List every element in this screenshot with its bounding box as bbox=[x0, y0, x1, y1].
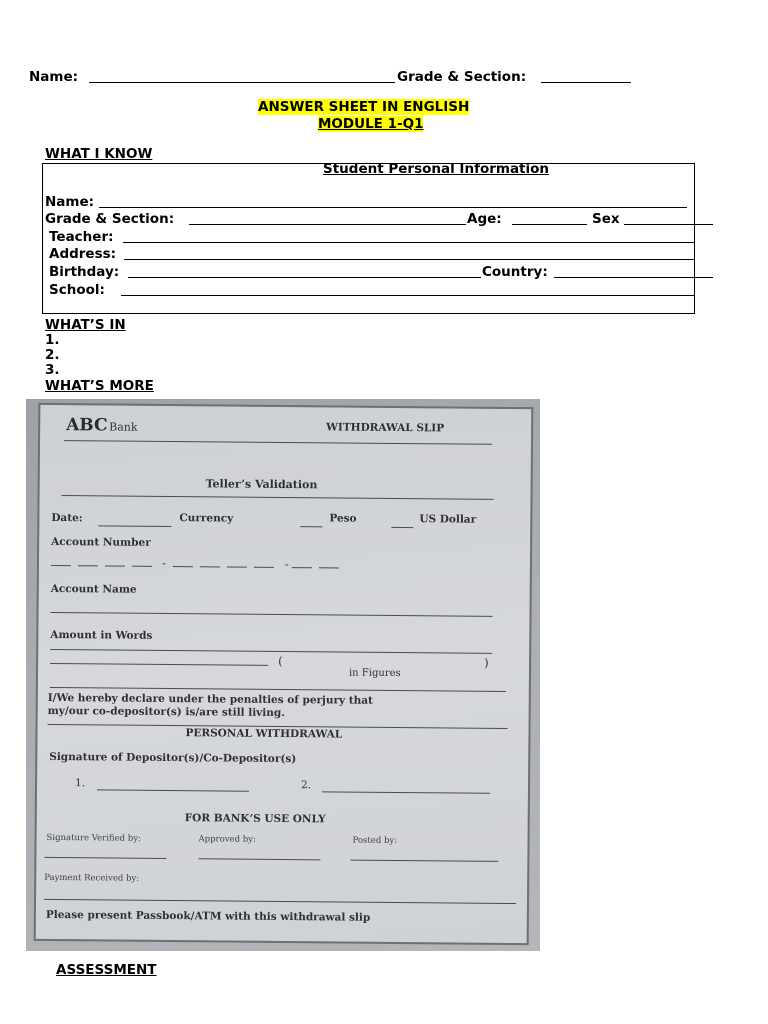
account-digit-blank[interactable] bbox=[51, 565, 71, 566]
payment-received-label: Payment Received by: bbox=[44, 872, 140, 884]
info-box-title: Student Personal Information bbox=[323, 161, 550, 177]
info-age-label: Age: bbox=[467, 211, 502, 227]
posted-by-blank[interactable] bbox=[350, 860, 498, 862]
info-address-blank[interactable] bbox=[124, 247, 695, 260]
info-country-label: Country: bbox=[482, 264, 548, 280]
account-name-blank[interactable] bbox=[51, 612, 493, 617]
title-line-1: ANSWER SHEET IN ENGLISH bbox=[258, 99, 470, 115]
info-age-blank[interactable] bbox=[512, 212, 587, 225]
close-paren: ) bbox=[484, 655, 489, 670]
account-digit-blank[interactable] bbox=[319, 567, 339, 568]
whats-in-item: 3. bbox=[45, 362, 60, 378]
account-separator: - bbox=[284, 557, 289, 572]
figures-rule bbox=[50, 687, 506, 692]
amount-words-blank-1[interactable] bbox=[50, 649, 492, 654]
approved-by-blank[interactable] bbox=[198, 858, 320, 860]
info-school-label: School: bbox=[49, 282, 105, 298]
whats-more-heading: WHAT’S MORE bbox=[45, 378, 154, 394]
info-sex-blank[interactable] bbox=[624, 212, 713, 225]
amount-words-blank-2[interactable] bbox=[50, 663, 268, 666]
info-country-blank[interactable] bbox=[554, 265, 713, 278]
slip-header-rule bbox=[64, 440, 492, 445]
withdrawal-slip-scan bbox=[26, 399, 540, 951]
whats-in-item: 1. bbox=[45, 332, 60, 348]
bank-suffix: Bank bbox=[109, 420, 138, 434]
withdrawal-slip-paper bbox=[34, 403, 534, 945]
peso-checkbox-line[interactable] bbox=[300, 526, 322, 527]
account-digit-blank[interactable] bbox=[132, 566, 152, 567]
approved-by-label: Approved by: bbox=[198, 834, 256, 845]
info-birthday-blank[interactable] bbox=[128, 265, 481, 278]
account-name-label: Account Name bbox=[50, 582, 137, 596]
name-blank[interactable] bbox=[89, 70, 395, 83]
bank-use-only-heading: FOR BANK’S USE ONLY bbox=[184, 812, 326, 826]
currency-label: Currency bbox=[179, 512, 234, 525]
signature-1-blank[interactable] bbox=[97, 789, 249, 791]
account-digit-blank[interactable] bbox=[105, 565, 125, 566]
title-line-2: MODULE 1-Q1 bbox=[318, 116, 424, 132]
personal-withdrawal-heading: PERSONAL WITHDRAWAL bbox=[185, 727, 343, 741]
grade-section-blank[interactable] bbox=[541, 70, 631, 83]
info-name-label: Name: bbox=[45, 194, 95, 210]
name-label: Name: bbox=[29, 69, 79, 85]
signature-1-label: 1. bbox=[74, 777, 86, 790]
account-number-label: Account Number bbox=[51, 535, 151, 549]
info-teacher-label: Teacher: bbox=[49, 229, 114, 245]
account-digit-blank[interactable] bbox=[292, 567, 312, 568]
info-teacher-blank[interactable] bbox=[123, 230, 695, 243]
peso-label: Peso bbox=[329, 512, 357, 525]
signature-2-label: 2. bbox=[300, 779, 312, 792]
info-grade-label: Grade & Section: bbox=[45, 211, 175, 227]
signature-verified-blank[interactable] bbox=[44, 857, 166, 859]
signature-label: Signature of Depositor(s)/Co-Depositor(s) bbox=[49, 750, 297, 766]
usd-label: US Dollar bbox=[419, 513, 477, 526]
account-digit-blank[interactable] bbox=[173, 566, 193, 567]
tellers-validation: Teller’s Validation bbox=[205, 477, 318, 492]
info-sex-label: Sex bbox=[592, 211, 620, 227]
what-i-know-heading: WHAT I KNOW bbox=[45, 146, 153, 162]
declaration-line-1: I/We hereby declare under the penalties of perjury that bbox=[47, 691, 373, 707]
declaration-line-2: my/our co-depositor(s) is/are still living. bbox=[47, 704, 285, 720]
signature-2-blank[interactable] bbox=[322, 791, 490, 793]
validation-rule bbox=[62, 495, 494, 500]
signature-verified-label: Signature Verified by: bbox=[46, 832, 141, 844]
slip-title: WITHDRAWAL SLIP bbox=[326, 421, 445, 435]
account-digit-blank[interactable] bbox=[78, 565, 98, 566]
info-school-blank[interactable] bbox=[121, 283, 695, 296]
date-label: Date: bbox=[51, 511, 83, 525]
grade-section-label: Grade & Section: bbox=[397, 69, 527, 85]
account-digit-blank[interactable] bbox=[200, 566, 220, 567]
info-birthday-label: Birthday: bbox=[49, 264, 120, 280]
info-grade-blank[interactable] bbox=[189, 212, 466, 225]
account-digit-blank[interactable] bbox=[227, 567, 247, 568]
amount-words-label: Amount in Words bbox=[50, 628, 153, 642]
footer-note: Please present Passbook/ATM with this withdrawal slip bbox=[45, 908, 371, 924]
info-name-blank[interactable] bbox=[99, 195, 687, 208]
whats-in-item: 2. bbox=[45, 347, 60, 363]
in-figures-label: in Figures bbox=[348, 667, 401, 680]
posted-by-label: Posted by: bbox=[352, 835, 398, 846]
date-blank[interactable] bbox=[98, 525, 171, 527]
whats-in-heading: WHAT’S IN bbox=[45, 317, 126, 333]
usd-checkbox-line[interactable] bbox=[391, 527, 413, 528]
account-separator: - bbox=[161, 555, 166, 570]
bank-name: ABC bbox=[66, 415, 108, 436]
open-paren: ( bbox=[278, 653, 283, 668]
info-address-label: Address: bbox=[49, 246, 117, 262]
account-digit-blank[interactable] bbox=[254, 567, 274, 568]
payment-received-blank[interactable] bbox=[44, 899, 516, 904]
assessment-heading: ASSESSMENT bbox=[56, 962, 157, 978]
